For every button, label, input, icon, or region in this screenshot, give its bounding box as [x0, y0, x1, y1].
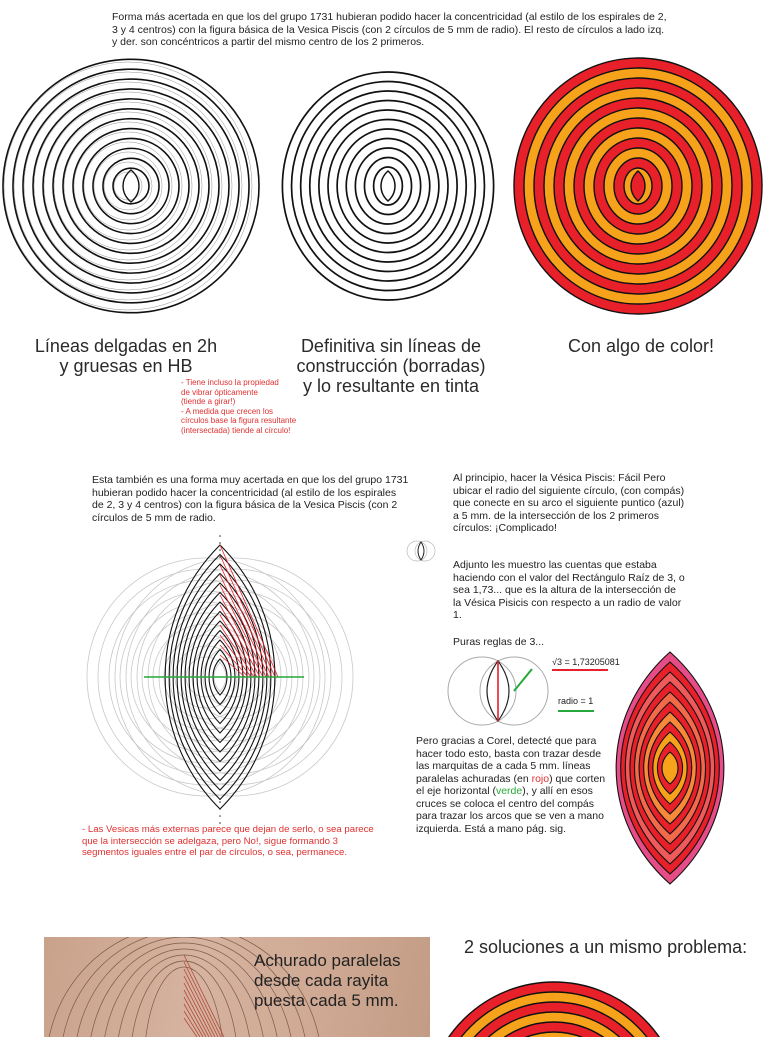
ink-ring: [310, 101, 466, 272]
sketch-photo: [44, 937, 430, 1037]
sqrt3-diagram: [444, 655, 552, 727]
photo-arc: [144, 967, 224, 1037]
right-col-p3: Puras reglas de 3...: [453, 636, 545, 648]
right-col-p2: Adjunto les muestro las cuentas que estaba haciendo con el valor del Rectángulo Raíz de 3, o sea 1,73... que es la altura de la intersección de la Vésica Pisicis con respecto a un radio de valor 1.: [453, 559, 685, 621]
colored-vesica: [596, 650, 746, 890]
ring-thick: [23, 79, 239, 293]
red-note-line: (intersectada) tiende al círculo!: [181, 425, 291, 435]
radio-label-wrap: [558, 696, 594, 712]
red-note-line: de vibrar ópticamente: [181, 387, 258, 397]
vesica-construction-diagram: [14, 530, 426, 830]
red-note-bottom-a: - Las Vesicas más externas: [82, 824, 202, 835]
red-note-line: - Tiene incluso la propiedad: [181, 378, 279, 387]
caption-middle-line3: y lo resultante en tinta: [302, 376, 480, 396]
corel-text-part: ), y allí en esos cruces se coloca el centro del compás para trazar los arcos que se ven a mano izquierda. Está a mano pág. sig.: [416, 785, 604, 835]
sqrt-symbol: √: [552, 657, 557, 667]
word-rojo: rojo: [531, 772, 550, 785]
bottom-title: 2 soluciones a un mismo problema:: [464, 937, 748, 957]
ink-ring: [374, 167, 403, 205]
ring-thick: [93, 148, 169, 223]
photo-arc: [130, 961, 238, 1037]
header-text: Forma más acertada en que los del grupo 1731 hubieran podido hacer la concentricidad (al estilo de los espirales de 2, 3 y 4 centros) con la figura básica de la Vesica Piscis (con 2 círculos de 5 mm de radio). El resto de círculos a lado izq. y der. son concéntricos a partir del mismo centro de los 2 primeros.: [112, 11, 667, 48]
ink-ring: [319, 110, 457, 262]
ring-thick: [103, 158, 159, 213]
radio-underline: [558, 710, 594, 712]
mark-dot: [219, 535, 221, 537]
red-note-line: (tiende a girar!): [181, 397, 236, 407]
right-col-p1: Al principio, hacer la Vésica Piscis: Fácil Pero ubicar el radio del siguiente círculo, (con compás) que conecte en su arco el siguiente puntico (azul) a 5 mm. de la intersección de los 2 primeros círculos: ¡Complicado!: [453, 472, 685, 534]
red-note-bottom: [82, 824, 382, 859]
figure-definitive-ink: [276, 58, 500, 290]
ring-thick: [83, 138, 179, 233]
ring-thin: [54, 112, 202, 260]
ink-ring: [346, 139, 430, 234]
figure-thin-thick-lines: [0, 58, 262, 290]
caption-left-line2: y gruesas en HB: [59, 356, 193, 376]
red-note-bottom-b: parece que dejan de serlo, o sea parece que la intersección se adelgaza, pero No!, sigue formando 3 segmentos iguales entre el par de círculos, o sea, permanece.: [82, 824, 374, 858]
ring-thick: [113, 168, 149, 204]
ring-thin: [24, 82, 232, 290]
corel-text-part: Pero gracias a Corel, detecté que para hacer todo esto, basta con trazar desde las marquitas de a cada 5 mm. líneas paralelas achuradas (en: [416, 735, 602, 785]
photo-text-line: Achurado paralelas: [254, 951, 401, 970]
hatch-line: [220, 585, 266, 677]
caption-left-line1: Líneas delgadas en 2h: [34, 336, 218, 356]
photo-hatch: [184, 990, 209, 1037]
caption-middle-line1: Definitiva sin líneas de: [300, 336, 482, 356]
radio-label: radio = 1: [558, 696, 594, 706]
photo-text-line: desde cada rayita: [254, 971, 389, 990]
lens-center: [381, 171, 395, 201]
mark-dot: [219, 549, 221, 551]
ink-ring: [364, 158, 411, 215]
corel-text: [416, 735, 616, 835]
red-note-top: [181, 378, 321, 436]
ink-ring: [337, 129, 439, 243]
ring-thin: [44, 102, 212, 270]
figure-colored: [514, 58, 764, 314]
photo-hatch: [184, 976, 215, 1037]
caption-left: [20, 336, 232, 376]
photo-text: [254, 951, 400, 1011]
bottom-colored-circle: [464, 978, 664, 1024]
ring-thick: [43, 99, 219, 273]
sqrt-label: 3 = 1,73205081: [556, 657, 620, 667]
caption-middle-line2: construcción (borradas): [296, 356, 486, 376]
mark-dot: [219, 815, 221, 817]
red-note-line: - A medida que crecen los: [181, 406, 274, 416]
photo-hatch: [184, 955, 224, 1037]
ink-ring: [292, 82, 485, 291]
ring-thick: [73, 129, 189, 244]
ink-ring: [282, 72, 493, 300]
word-verde: verde: [495, 785, 523, 797]
corel-text-part: ) que corten el eje horizontal (: [416, 772, 606, 797]
mark-dot: [219, 542, 221, 544]
ring-thin: [14, 72, 242, 300]
photo-hatch: [184, 969, 218, 1037]
mark-dot: [219, 808, 221, 810]
mark-dot: [219, 801, 221, 803]
ring-thin: [114, 172, 142, 200]
photo-text-line: puesta cada 5 mm.: [254, 991, 399, 1010]
mark-dot: [219, 556, 221, 558]
red-note-line: círculos base la figura resultante: [181, 416, 297, 426]
caption-right: Con algo de color!: [567, 336, 715, 356]
mid-left-text: Esta también es una forma muy acertada en que los del grupo 1731 hubieran podido hacer la concentricidad (al estilo de los espirales de 2, 3 y 4 centros) con la figura básica de la Vesica Piscis (con 2 círculos de 5 mm de radio.: [92, 474, 409, 524]
